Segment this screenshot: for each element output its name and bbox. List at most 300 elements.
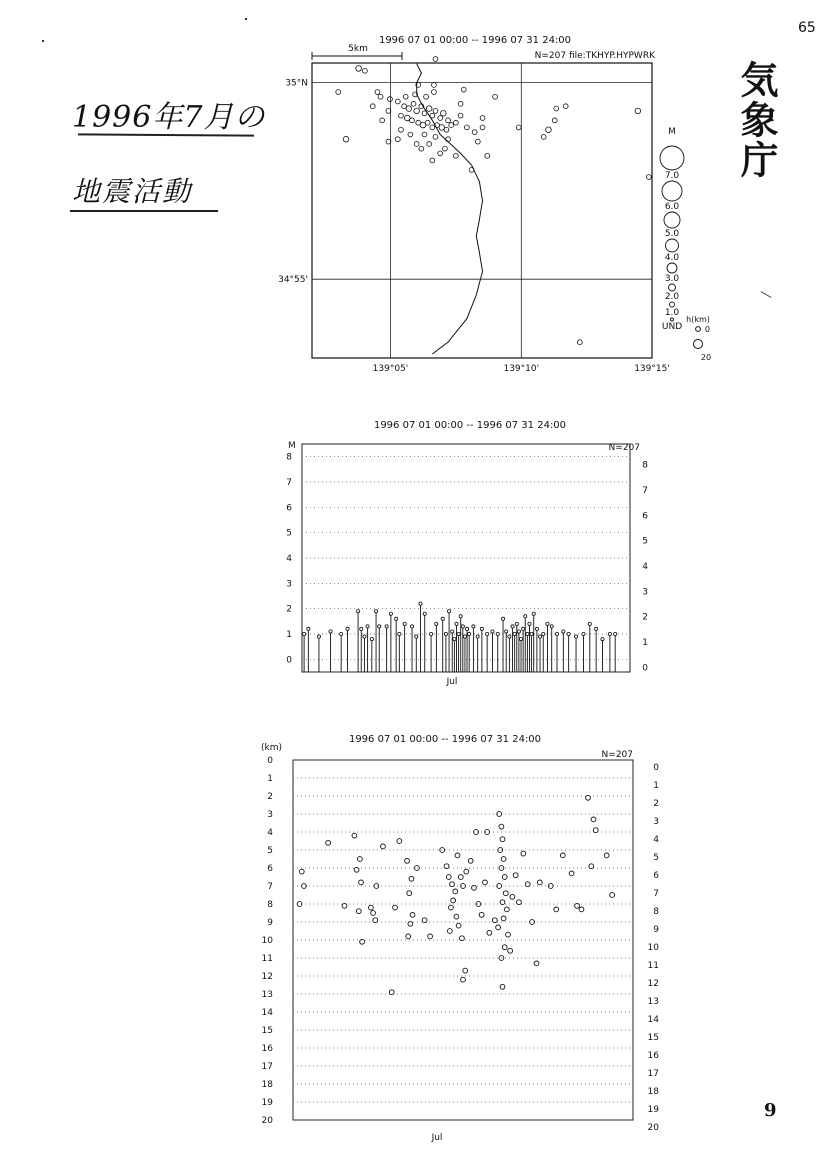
- dt-event-point: [456, 923, 461, 928]
- epicenter-point: [370, 104, 375, 109]
- handwritten-title-subject: 地震活動: [72, 175, 193, 208]
- dt-event-point: [579, 907, 584, 912]
- mt-event-head: [340, 632, 343, 635]
- dt-event-point: [408, 921, 413, 926]
- dt-y-tick-right: 13: [647, 997, 659, 1007]
- legend-m-title: M: [668, 127, 676, 137]
- dt-event-point: [521, 851, 526, 856]
- epicenter-point: [635, 108, 641, 114]
- epicenter-point: [472, 130, 477, 135]
- epicenter-point: [378, 94, 383, 99]
- dt-y-tick-left: 17: [261, 1062, 273, 1072]
- mt-event-head: [524, 615, 527, 618]
- dt-event-point: [373, 918, 378, 923]
- dt-event-point: [504, 907, 509, 912]
- mt-event-head: [608, 632, 611, 635]
- mt-event-head: [601, 637, 604, 640]
- mt-event-head: [550, 625, 553, 628]
- epicenter-point: [438, 116, 443, 121]
- mt-event-head: [513, 632, 516, 635]
- legend-h-circle: [694, 340, 703, 349]
- mt-event-head: [530, 632, 533, 635]
- dt-event-point: [501, 857, 506, 862]
- dt-event-point: [446, 875, 451, 880]
- dt-event-point: [604, 853, 609, 858]
- depth-time-chart: [255, 728, 675, 1148]
- dt-y-tick-left: 8: [267, 900, 273, 910]
- dt-y-tick-left: 6: [267, 864, 273, 874]
- mt-event-head: [366, 625, 369, 628]
- dt-event-point: [463, 968, 468, 973]
- title-underline: [78, 133, 254, 136]
- dt-subtitle: N=207: [601, 750, 633, 760]
- dt-event-point: [409, 876, 414, 881]
- mt-event-head: [480, 627, 483, 630]
- mt-event-head: [398, 632, 401, 635]
- mt-event-head: [508, 635, 511, 638]
- mt-event-head: [378, 625, 381, 628]
- epicenter-point: [433, 57, 438, 62]
- epicenter-point: [427, 142, 432, 147]
- mt-event-head: [588, 622, 591, 625]
- dt-event-point: [500, 984, 505, 989]
- mt-event-head: [486, 632, 489, 635]
- legend-m-circle: [670, 302, 675, 307]
- dt-y-tick-left: 1: [267, 774, 273, 784]
- dt-event-point: [517, 900, 522, 905]
- mt-y-tick-right: 7: [642, 486, 648, 496]
- dt-event-point: [299, 869, 304, 874]
- dt-event-point: [405, 858, 410, 863]
- mt-y-tick-left: 3: [286, 579, 292, 590]
- mt-event-head: [567, 632, 570, 635]
- dt-y-tick-left: 16: [261, 1044, 273, 1054]
- dt-y-tick-right: 10: [647, 943, 659, 953]
- dt-y-tick-right: 16: [647, 1051, 659, 1061]
- dt-y-tick-right: 17: [647, 1069, 659, 1079]
- dt-event-point: [500, 900, 505, 905]
- epicenter-point: [375, 90, 380, 95]
- dt-y-tick-left: 12: [261, 972, 273, 982]
- dt-event-point: [591, 817, 596, 822]
- epicenter-point: [475, 139, 480, 144]
- epicenter-point: [446, 137, 451, 142]
- epicenter-point: [458, 113, 463, 118]
- epicenter-point: [438, 151, 443, 156]
- dt-event-point: [461, 977, 466, 982]
- mt-event-head: [614, 632, 617, 635]
- scan-speck: [761, 291, 772, 298]
- mt-y-tick-right: 2: [642, 612, 648, 623]
- dt-y-tick-right: 18: [647, 1087, 659, 1097]
- epicenter-point: [403, 94, 408, 99]
- mt-event-head: [472, 625, 475, 628]
- dt-y-tick-right: 19: [647, 1105, 659, 1115]
- dt-y-tick-left: 10: [261, 936, 273, 946]
- mt-y-tick-right: 1: [642, 638, 648, 648]
- mt-y-tick-left: 0: [286, 655, 292, 666]
- dt-event-point: [500, 837, 505, 842]
- dt-y-tick-left: 3: [267, 810, 273, 820]
- dt-y-tick-left: 11: [261, 954, 273, 964]
- agency-stamp: 気象庁: [734, 60, 779, 180]
- dt-y-tick-left: 9: [267, 918, 273, 928]
- dt-event-point: [503, 891, 508, 896]
- epicenter-point: [399, 127, 404, 132]
- epicenter-point: [432, 83, 437, 88]
- dt-y-tick-right: 2: [653, 799, 659, 809]
- mt-event-head: [519, 637, 522, 640]
- epicenter-point: [449, 123, 454, 128]
- mt-event-head: [395, 617, 398, 620]
- dt-event-point: [508, 948, 513, 953]
- dt-xlabel: Jul: [431, 1133, 443, 1143]
- dt-event-point: [560, 853, 565, 858]
- mt-event-head: [444, 632, 447, 635]
- dt-event-point: [358, 857, 363, 862]
- mt-event-head: [360, 627, 363, 630]
- mt-event-head: [535, 627, 538, 630]
- dt-y-tick-left: 13: [261, 990, 273, 1000]
- mt-event-head: [595, 627, 598, 630]
- epicenter-point: [485, 153, 490, 158]
- epicenter-point: [419, 146, 424, 151]
- dt-y-tick-right: 14: [647, 1015, 659, 1025]
- dt-y-tick-left: 18: [261, 1080, 273, 1090]
- mt-event-head: [389, 612, 392, 615]
- mt-y-tick-right: 0: [642, 663, 648, 674]
- mt-subtitle: N=207: [608, 443, 640, 453]
- dt-y-tick-right: 7: [653, 889, 659, 899]
- mt-event-head: [582, 632, 585, 635]
- epicenter-point: [408, 132, 413, 137]
- mt-event-head: [542, 632, 545, 635]
- mt-event-head: [491, 630, 494, 633]
- epicenter-point: [516, 125, 521, 130]
- map-title: 1996 07 01 00:00 -- 1996 07 31 24:00: [378, 35, 572, 46]
- epicenter-point: [430, 113, 435, 118]
- dt-event-point: [440, 848, 445, 853]
- legend-m-circle: [660, 146, 684, 170]
- page-number: 9: [764, 1100, 777, 1121]
- epicenter-point: [433, 109, 438, 114]
- map-subtitle: N=207 file:TKHYP.HYPWRK: [534, 51, 655, 61]
- magnitude-time-chart: [270, 410, 670, 690]
- mt-event-head: [574, 635, 577, 638]
- mt-event-head: [451, 630, 454, 633]
- mt-event-head: [546, 622, 549, 625]
- dt-event-point: [510, 894, 515, 899]
- dt-y-tick-left: 7: [267, 882, 273, 892]
- dt-event-point: [458, 875, 463, 880]
- map-x-tick-label: 139°05': [372, 364, 409, 374]
- dt-y-tick-left: 14: [261, 1008, 273, 1018]
- mt-event-head: [526, 632, 529, 635]
- mt-event-head: [307, 627, 310, 630]
- legend-m-label: 3.0: [664, 274, 680, 284]
- legend-m-label: UND: [661, 322, 683, 332]
- mt-event-head: [468, 632, 471, 635]
- mt-event-head: [410, 625, 413, 628]
- epicenter-point: [406, 106, 412, 112]
- mt-y-tick-left: 5: [286, 528, 292, 539]
- mt-event-head: [455, 622, 458, 625]
- epicenter-point: [554, 106, 559, 111]
- dt-event-point: [589, 864, 594, 869]
- epicenter-point: [552, 118, 557, 123]
- epicenter-point: [411, 101, 416, 106]
- epicenter-point: [458, 101, 463, 106]
- legend-m-circle: [669, 284, 676, 291]
- legend-m-label: 2.0: [664, 292, 680, 302]
- map-x-tick-label: 139°10': [503, 364, 540, 374]
- epicenter-point: [343, 136, 349, 142]
- corner-mark: 65: [798, 20, 816, 36]
- dt-event-point: [374, 884, 379, 889]
- dt-event-point: [393, 905, 398, 910]
- dt-y-tick-right: 20: [647, 1123, 659, 1133]
- mt-y-tick-right: 6: [642, 511, 648, 522]
- mt-event-head: [505, 630, 508, 633]
- mt-event-head: [303, 632, 306, 635]
- dt-event-point: [368, 905, 373, 910]
- mt-event-head: [532, 612, 535, 615]
- epicenter-point: [422, 132, 427, 137]
- mt-event-head: [555, 632, 558, 635]
- epicenter-point: [414, 142, 419, 147]
- mt-ylabel: M: [288, 441, 296, 451]
- dt-ylabel: (km): [261, 743, 283, 753]
- legend-m-label: 6.0: [664, 202, 680, 212]
- legend-m-circle: [664, 212, 680, 228]
- mt-event-head: [496, 632, 499, 635]
- dt-event-point: [450, 882, 455, 887]
- scan-speck: [42, 40, 44, 42]
- dt-event-point: [326, 840, 331, 845]
- epicenter-point: [577, 340, 582, 345]
- epicenter-point: [399, 113, 404, 118]
- dt-event-point: [492, 918, 497, 923]
- mt-event-head: [465, 627, 468, 630]
- map-plot-area: [278, 57, 670, 374]
- epicenter-map-chart: [240, 28, 710, 380]
- epicenter-point: [464, 125, 469, 130]
- mt-event-head: [435, 622, 438, 625]
- mt-event-head: [415, 635, 418, 638]
- dt-event-point: [381, 844, 386, 849]
- dt-y-tick-right: 0: [653, 763, 659, 773]
- dt-event-point: [453, 889, 458, 894]
- dt-event-point: [464, 869, 469, 874]
- epicenter-point: [453, 120, 458, 125]
- mt-event-head: [329, 630, 332, 633]
- map-x-tick-label: 139°15': [634, 364, 670, 374]
- dt-y-tick-left: 5: [267, 846, 273, 856]
- legend-m-label: 1.0: [664, 308, 680, 318]
- dt-y-tick-left: 19: [261, 1098, 273, 1108]
- mt-event-head: [423, 612, 426, 615]
- epicenter-point: [480, 125, 485, 130]
- mt-y-tick-left: 2: [286, 604, 292, 615]
- dt-event-point: [496, 925, 501, 930]
- epicenter-point: [388, 97, 393, 102]
- dt-y-tick-left: 4: [267, 828, 273, 838]
- mt-event-head: [370, 637, 373, 640]
- epicenter-point: [461, 87, 466, 92]
- dt-event-point: [525, 882, 530, 887]
- dt-event-point: [610, 893, 615, 898]
- dt-y-tick-right: 6: [653, 871, 659, 881]
- dt-event-point: [537, 880, 542, 885]
- mt-event-head: [461, 625, 464, 628]
- magnitude-legend: [660, 127, 711, 362]
- map-y-tick-label: 34°55': [278, 275, 308, 286]
- epicenter-point: [414, 108, 420, 114]
- epicenter-point: [422, 111, 427, 116]
- mt-event-head: [501, 617, 504, 620]
- mt-event-head: [476, 635, 479, 638]
- dt-event-point: [554, 907, 559, 912]
- dt-event-point: [593, 828, 598, 833]
- map-frame: [312, 63, 652, 358]
- dt-event-point: [502, 875, 507, 880]
- epicenter-point: [433, 134, 438, 139]
- dt-event-point: [407, 891, 412, 896]
- mt-y-tick-right: 8: [642, 460, 648, 471]
- dt-event-point: [444, 864, 449, 869]
- epicenter-point: [441, 110, 447, 116]
- mt-event-head: [562, 630, 565, 633]
- epicenter-point: [356, 66, 362, 72]
- epicenter-point: [336, 90, 341, 95]
- dt-event-point: [410, 912, 415, 917]
- subject-underline: [70, 210, 218, 212]
- dt-event-point: [506, 932, 511, 937]
- mt-event-head: [419, 602, 422, 605]
- epicenter-point: [380, 118, 385, 123]
- dt-y-tick-right: 1: [653, 781, 659, 791]
- epicenter-point: [425, 120, 430, 125]
- legend-m-circle: [662, 181, 682, 201]
- mt-event-head: [447, 610, 450, 613]
- mt-event-head: [515, 622, 518, 625]
- mt-event-head: [463, 635, 466, 638]
- dt-y-tick-right: 9: [653, 925, 659, 935]
- dt-y-tick-right: 4: [653, 835, 659, 845]
- dt-y-tick-right: 15: [647, 1033, 659, 1043]
- dt-event-point: [354, 867, 359, 872]
- legend-h-label: 20: [700, 353, 712, 362]
- epicenter-point: [546, 127, 552, 133]
- epicenter-point: [646, 175, 651, 180]
- dt-event-point: [454, 914, 459, 919]
- epicenter-point: [395, 99, 400, 104]
- legend-m-circle: [667, 263, 677, 273]
- dt-event-point: [406, 934, 411, 939]
- epicenter-point: [453, 153, 458, 158]
- epicenter-point: [480, 116, 485, 121]
- dt-y-tick-right: 5: [653, 853, 659, 863]
- dt-event-point: [352, 833, 357, 838]
- dt-event-point: [479, 912, 484, 917]
- dt-event-point: [389, 990, 394, 995]
- dt-event-point: [569, 871, 574, 876]
- mt-event-head: [356, 610, 359, 613]
- mt-event-head: [511, 625, 514, 628]
- epicenter-point: [469, 168, 474, 173]
- dt-event-point: [586, 795, 591, 800]
- dt-y-tick-left: 0: [267, 756, 273, 766]
- mt-y-tick-right: 4: [642, 562, 648, 572]
- scan-speck: [245, 18, 247, 20]
- mt-event-head: [403, 622, 406, 625]
- legend-h-label: 0: [704, 325, 710, 334]
- dt-event-point: [415, 866, 420, 871]
- mt-event-head: [528, 622, 531, 625]
- mt-event-head: [441, 617, 444, 620]
- epicenter-point: [426, 106, 432, 112]
- mt-y-tick-right: 3: [642, 587, 648, 598]
- handwritten-title-date: 1996年7月の: [72, 100, 266, 135]
- mt-xlabel: Jul: [446, 677, 458, 687]
- mt-y-tick-left: 1: [286, 630, 292, 640]
- dt-event-point: [468, 858, 473, 863]
- legend-m-label: 7.0: [664, 171, 680, 181]
- map-y-tick-label: 35°N: [285, 78, 308, 89]
- epicenter-point: [430, 158, 435, 163]
- legend-m-label: 5.0: [664, 229, 680, 239]
- epicenter-point: [442, 146, 447, 151]
- mt-y-tick-left: 4: [286, 554, 292, 564]
- legend-m-circle: [666, 239, 679, 252]
- dt-event-point: [534, 961, 539, 966]
- dt-event-point: [356, 909, 361, 914]
- legend-m-circle: [671, 318, 674, 321]
- dt-event-point: [487, 930, 492, 935]
- mt-y-tick-left: 6: [286, 503, 292, 514]
- epicenter-point: [362, 68, 367, 73]
- dt-event-point: [513, 873, 518, 878]
- dt-y-tick-right: 12: [647, 979, 659, 989]
- legend-h-circle: [696, 327, 701, 332]
- mt-title: 1996 07 01 00:00 -- 1996 07 31 24:00: [373, 420, 567, 431]
- epicenter-point: [541, 134, 546, 139]
- epicenter-point: [424, 94, 429, 99]
- mt-event-head: [374, 610, 377, 613]
- dt-event-point: [397, 839, 402, 844]
- mt-event-head: [457, 632, 460, 635]
- dt-event-point: [359, 880, 364, 885]
- mt-event-head: [346, 627, 349, 630]
- epicenter-point: [493, 94, 498, 99]
- epicenter-point: [395, 137, 400, 142]
- dt-event-point: [501, 916, 506, 921]
- mt-event-head: [517, 630, 520, 633]
- mt-y-tick-left: 8: [286, 452, 292, 463]
- dt-event-point: [447, 929, 452, 934]
- mt-event-head: [429, 632, 432, 635]
- dt-y-tick-left: 20: [261, 1116, 273, 1126]
- dt-y-tick-left: 15: [261, 1026, 273, 1036]
- epicenter-point: [444, 127, 449, 132]
- dt-event-point: [502, 945, 507, 950]
- mt-event-head: [453, 637, 456, 640]
- dt-event-point: [422, 918, 427, 923]
- mt-event-head: [317, 635, 320, 638]
- mt-event-head: [363, 635, 366, 638]
- epicenter-point: [563, 104, 568, 109]
- mt-y-tick-left: 7: [286, 478, 292, 488]
